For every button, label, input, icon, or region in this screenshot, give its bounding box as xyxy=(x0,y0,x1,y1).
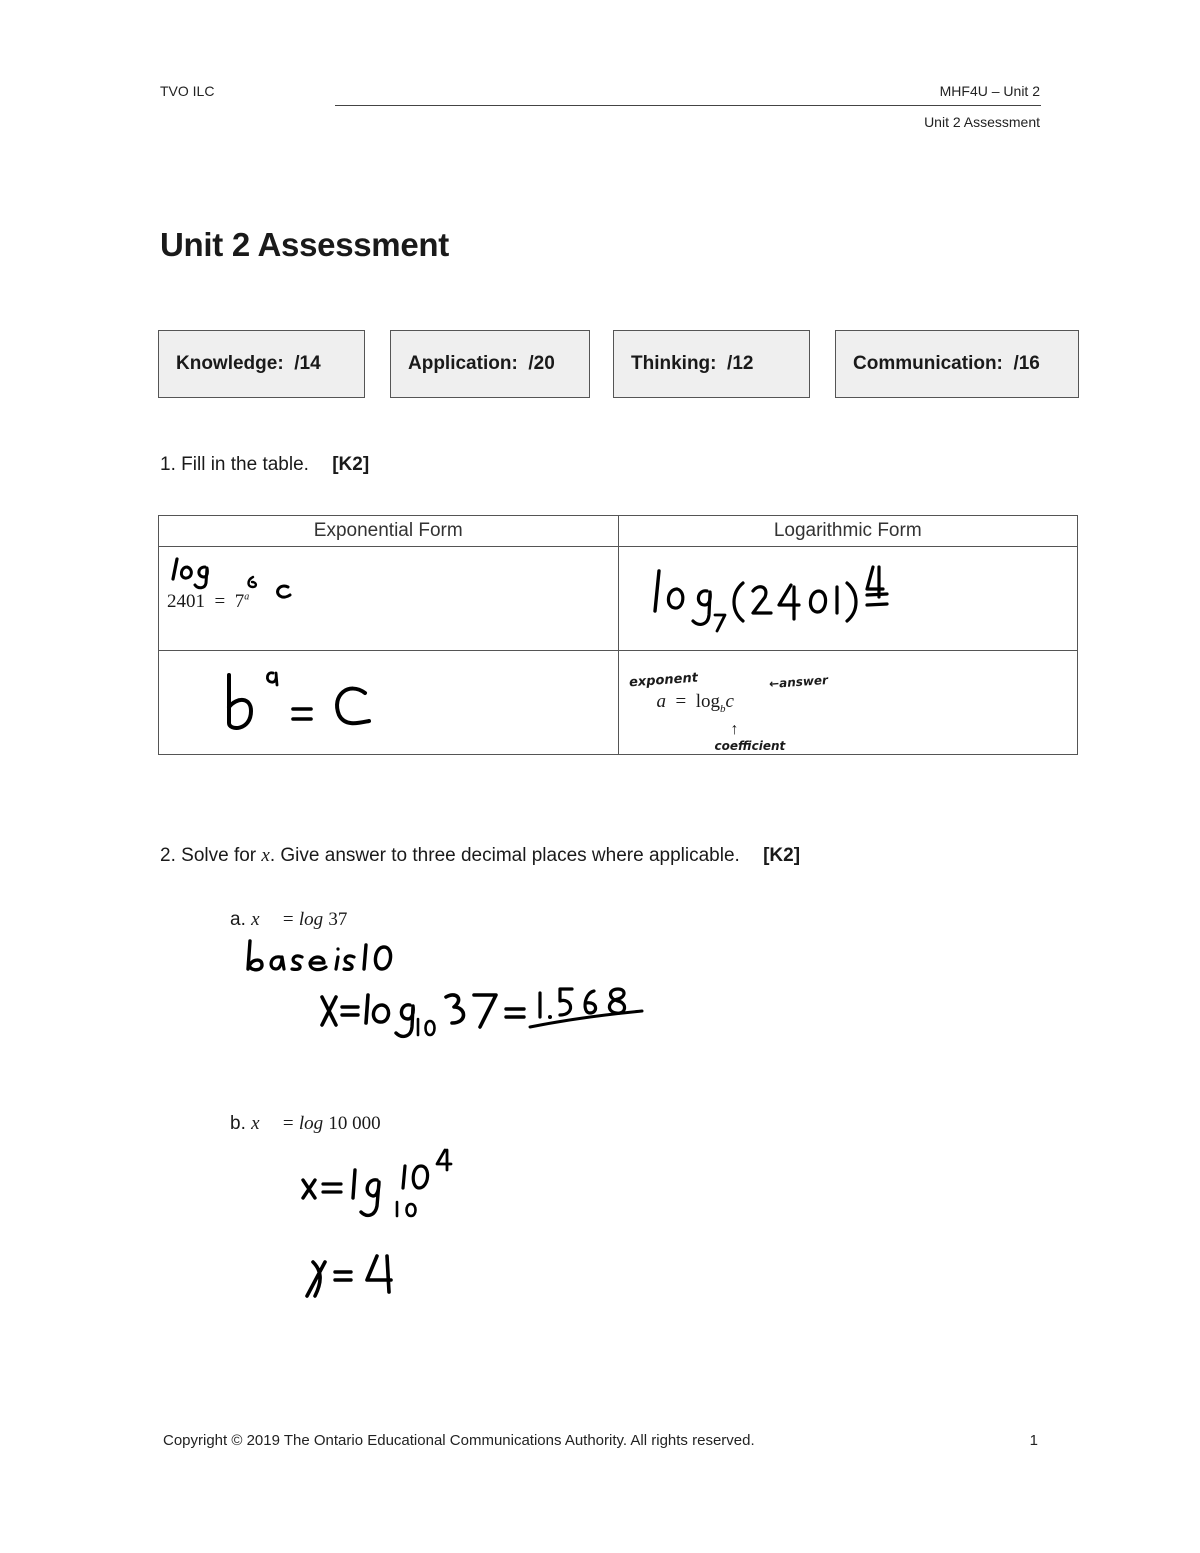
table-cell-r1-exp[interactable] xyxy=(159,547,619,651)
question-text-rest: . Give answer to three decimal places where applicable. xyxy=(269,845,740,866)
table-cell-r1-log[interactable] xyxy=(618,547,1078,651)
score-value: /20 xyxy=(528,353,555,374)
printed-expression: $a = \log_bc$ xyxy=(656,691,734,715)
question-2 xyxy=(160,845,800,867)
footer-copyright: Copyright © 2019 The Ontario Educational Communications Authority. All rights reserved. xyxy=(163,1432,755,1449)
score-box-thinking xyxy=(613,330,810,398)
header-rule xyxy=(335,105,1041,106)
table-header-logarithmic: Logarithmic Form xyxy=(618,516,1078,547)
conversion-table xyxy=(158,515,1078,755)
score-box-knowledge xyxy=(158,330,365,398)
table-cell-r2-log[interactable] xyxy=(618,651,1078,755)
part-fn: log xyxy=(298,1113,324,1134)
header-org: TVO ILC xyxy=(160,83,215,99)
score-value: /14 xyxy=(294,353,321,374)
handwriting-r1-log xyxy=(619,547,1079,647)
annotation-coefficient: coefficient xyxy=(714,739,786,753)
part-var: x xyxy=(251,1113,260,1134)
score-label: Communication: xyxy=(853,353,1003,374)
score-label: Thinking: xyxy=(631,353,717,374)
question-text: Solve for xyxy=(181,845,257,866)
question-number: 1. xyxy=(160,454,176,475)
annotation-exponent: exponent xyxy=(628,670,698,691)
footer-page-number: 1 xyxy=(1029,1432,1038,1449)
part-label: b. xyxy=(230,1113,246,1134)
header-course: MHF4U – Unit 2 xyxy=(939,83,1040,99)
annotation-answer: ←answer xyxy=(768,672,828,692)
score-box-communication xyxy=(835,330,1079,398)
score-box-application xyxy=(390,330,590,398)
question-tag: [K2] xyxy=(332,454,370,475)
part-b xyxy=(230,1113,381,1135)
score-label: Application: xyxy=(408,353,518,374)
score-value: /12 xyxy=(727,353,754,374)
question-number: 2. xyxy=(160,845,176,866)
handwriting-part-a xyxy=(240,935,660,1050)
part-var: x xyxy=(251,909,260,930)
part-a xyxy=(230,909,347,931)
score-value: /16 xyxy=(1013,353,1040,374)
header-subtitle: Unit 2 Assessment xyxy=(924,114,1040,130)
question-text: Fill in the table. xyxy=(181,454,309,475)
part-label: a. xyxy=(230,909,246,930)
part-eq: = xyxy=(282,909,294,930)
question-1 xyxy=(160,454,369,476)
handwriting-r1-exp xyxy=(159,547,359,647)
table-cell-r2-exp[interactable] xyxy=(159,651,619,755)
arrow-up-icon: ↑ xyxy=(730,721,739,738)
page-title: Unit 2 Assessment xyxy=(160,226,449,263)
question-tag: [K2] xyxy=(763,845,801,866)
printed-expression: 2401 = 7$^a$ xyxy=(167,591,250,612)
question-var: x xyxy=(261,845,270,866)
part-arg: 37 xyxy=(328,909,348,930)
handwriting-part-b xyxy=(295,1140,495,1305)
handwriting-r2-exp xyxy=(159,651,619,751)
table-header-exponential: Exponential Form xyxy=(159,516,619,547)
part-fn: log xyxy=(298,909,324,930)
part-eq: = xyxy=(282,1113,294,1134)
part-arg: 10 000 xyxy=(328,1113,381,1134)
score-label: Knowledge: xyxy=(176,353,284,374)
